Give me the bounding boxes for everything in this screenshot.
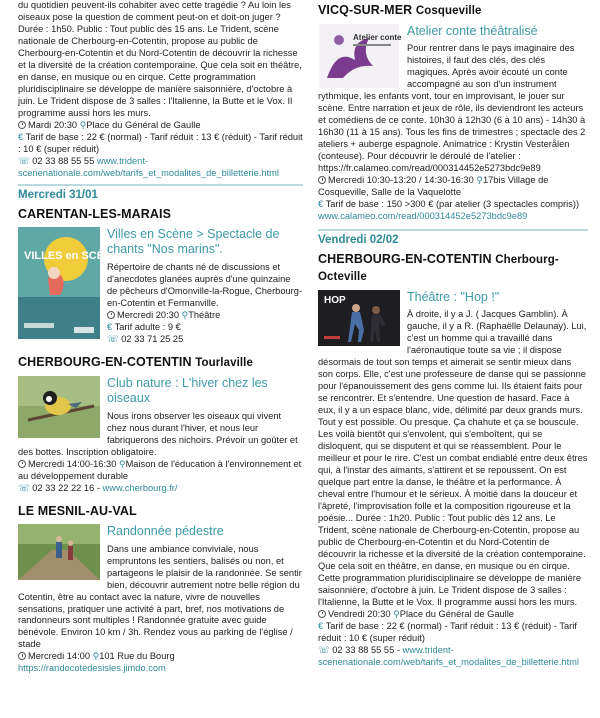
event-title[interactable]: Théâtre : "Hop !" bbox=[407, 289, 500, 304]
event-contact bbox=[18, 663, 303, 675]
event-poster-image bbox=[18, 227, 120, 339]
euro-icon: € bbox=[318, 199, 324, 210]
bird-photo bbox=[18, 376, 100, 438]
divider bbox=[318, 229, 588, 231]
event-description: Nous irons observer les oiseaux qui vivent chez nous durant l'hiver, et nous leur fabriquerons des nichoirs. Prévoir un goûter et des bottes. Inscription obligatoire. bbox=[18, 410, 298, 457]
clock-icon bbox=[18, 121, 26, 129]
divider bbox=[18, 184, 303, 186]
event-link[interactable]: www.cherbourg.fr/ bbox=[102, 482, 178, 493]
poster-title: Atelier conte bbox=[353, 32, 402, 42]
event-when-where: Mercredi 20:30 ⚲Théâtre bbox=[18, 310, 303, 322]
event-city: CARENTAN-LES-MARAIS bbox=[18, 206, 172, 221]
event-title[interactable]: Club nature : L'hiver chez les oiseaux bbox=[107, 375, 268, 406]
location-pin-icon: ⚲ bbox=[118, 458, 126, 469]
event-price: € Tarif adulte : 9 € bbox=[107, 321, 181, 332]
phone-icon: ☏ bbox=[18, 482, 30, 493]
event-price: € Tarif de base : 22 € (normal) - Tarif réduit : 13 € (réduit) - Tarif réduit : 10 € (super réduit) bbox=[318, 620, 577, 643]
clock-icon bbox=[18, 652, 26, 660]
event-city: LE MESNIL-AU-VAL bbox=[18, 503, 137, 518]
event-card bbox=[18, 206, 303, 346]
event-title[interactable]: Atelier conte théâtralisé bbox=[407, 23, 538, 38]
event-poster-image bbox=[318, 290, 400, 346]
poster-title: HOP bbox=[324, 294, 346, 306]
event-when-where: Mercredi 14:00-16:30 ⚲Maison de l'éducation à l'environnement et au développement durable bbox=[18, 458, 302, 481]
euro-icon: € bbox=[318, 620, 324, 631]
event-description: Dans une ambiance conviviale, nous empruntons les sentiers, balisés ou non, et partageons le plaisir de la randonnée. Se sentir bien, découvrir autrement notre belle région du Cotentin, être au contact avec la nature, vivre de nouvelles sensations, pratiquer une activité à part, bref, nos motivations de randonneurs sont multiples ! Randonnée gratuite avec guide bénévole. Environ 10 km / 3h. Rendez vous au parking de l'église / stade bbox=[18, 543, 302, 650]
day-heading: Mercredi 31/01 bbox=[18, 188, 98, 201]
event-city-sub: Tourlaville bbox=[195, 356, 253, 369]
event-city: CHERBOURG-EN-COTENTIN Cherbourg-Octeville bbox=[318, 252, 559, 283]
event-card bbox=[318, 2, 588, 223]
location-pin-icon: ⚲ bbox=[476, 175, 483, 186]
event-description: du quotidien peuvent-ils cohabiter avec cette tragédie ? Au loin les oiseaux pose la question de comment peut-on et doit-on juger ? Durée : 1h50. Public : Tout public dès 15 ans. Le Trident, scène nationale de Cherbourg-en-Cotentin, propose au public de Cherbourg-en-Cotentin et du Nord-Cotentin de découvrir la richesse et la diversité de la création contemporaine. Que cela soit en théâtre, en danse, en musique ou en cirque. Cette programmation pluridisciplinaire se développe de manière saisonnière, d'octobre à juin. Le Trident dispose de 3 salles : l'Italienne, la Butte et le Vox. Il programme aussi hors les murs. bbox=[18, 0, 302, 118]
event-when-where: Vendredi 20:30 ⚲Place du Général de Gaulle bbox=[318, 609, 588, 621]
location-pin-icon: ⚲ bbox=[393, 608, 400, 619]
clock-icon bbox=[107, 311, 115, 319]
event-description: Pour rentrer dans le pays imaginaire des histoires, il faut des clés, des clés magiques. Après avoir écouté un conte accompagné au son d'un instrument rythmique, les enfants vont, tour en improvisant, le jouer sur scène. Entre narration et jeux de rôle, ils deviendront les acteurs et comédiens de ce conte. 10h30 à 12h30 (6 à 10 ans) - 14h30 à 16h30 (11 à 15 ans). Tous les fins de trimestres ; spectacle des 2 ateliers + auberge espagnole. Animatrice : Krystin Vesterålen (conteuse). Pour découvrir le déroulé de l'atelier : https://fr.calameo.com/read/000314452e5273bdc9e89 bbox=[318, 43, 586, 174]
euro-icon: € bbox=[107, 321, 113, 332]
event-link[interactable]: www.trident-scenenationale.com/web/tarifs_et_modalites_de_billetterie.html bbox=[318, 644, 579, 667]
event-city: CHERBOURG-EN-COTENTIN Tourlaville bbox=[18, 354, 253, 369]
event-poster-image bbox=[318, 24, 400, 88]
clock-icon bbox=[318, 176, 326, 184]
event-link[interactable]: www.calameo.com/read/000314452e5273bdc9e89 bbox=[318, 211, 528, 222]
clock-icon bbox=[18, 460, 26, 468]
event-price: € Tarif de base : 150 >300 € (par atelier (3 spectacles compris)) bbox=[318, 199, 580, 210]
event-city-sub: Cosqueville bbox=[415, 5, 482, 17]
event-when-where: Mercredi 10:30-13:20 / 14:30-16:30 ⚲17bis Village de Cosqueville, Salle de la Vaquelotte bbox=[318, 175, 549, 198]
event-contact: ☏ 02 33 71 25 25 bbox=[107, 333, 184, 344]
event-description: Répertoire de chants né de discussions et d'anecdotes glanées auprès d'une quinzaine de pêcheurs d'Omonville-la-Rogue, Cherbourg-en-Cotentin et Fermanville. bbox=[107, 261, 303, 308]
event-title[interactable]: Villes en Scène > Spectacle de chants "Nos marins". bbox=[107, 226, 280, 257]
phone-icon: ☏ bbox=[18, 155, 30, 166]
location-pin-icon: ⚲ bbox=[92, 651, 100, 662]
clock-icon bbox=[318, 610, 326, 618]
event-link[interactable]: https://randocotedesisles.jimdo.com bbox=[18, 663, 166, 674]
left-column bbox=[18, 0, 303, 675]
event-card bbox=[18, 354, 303, 495]
location-pin-icon: ⚲ bbox=[79, 119, 87, 130]
day-heading: Vendredi 02/02 bbox=[318, 234, 399, 247]
event-description: À droite, il y a J. ( Jacques Gamblin). À gauche, il y a R. (Raphaëlle Delaunay). Lui, c'est un homme qui a travaillé dans l'aéronautique toute sa vie ; il dispose désormais de tout son temps et aimerait se sentir mieux dans son corps. Elle, c'est une professeure de danse qui se passionne pour l'épanouissement des gens comme lui. Ils étaient faits pour se rencontrer. Et s'entendre. Une question de hasard. Face à eux, il y a un espace blanc, vide, délimité par deux grands murs. Tout y est possible. Ou presque. Ça chahute et ça se bouscule. Les voilà bientôt qui s'envolent, qui s'emboîtent, qui se disloquent, qui se disputent et qui se réassemblent. Pour le meilleur et pour le rire. C'est un combat endiablé entre deux êtres qui, à l'instar des aimants, s'attirent et se repoussent. On est quelque part entre la danse, le théâtre et la performance. À cheval entre l'humour et le sérieux. À moitié dans la douceur et l'âpreté, l'improvisation folle et la composition rigoureuse et la poésie... Durée : 1h20. Public : Tout public dès 12 ans. Le Trident, scène nationale de Cherbourg-en-Cotentin, propose au public de Cherbourg-en-Cotentin et du Nord-Cotentin de découvrir la richesse et la diversité de la création contemporaine. Que cela soit en théâtre, en danse, en musique ou en cirque. Cette programmation pluridisciplinaire se développe de manière saisonnière, d'octobre à juin. Le Trident dispose de 3 salles : l'Italienne, la Butte et le Vox. Il programme aussi hors les murs. bbox=[318, 309, 588, 607]
phone-icon: ☏ bbox=[107, 333, 119, 344]
event-intro bbox=[18, 0, 303, 180]
event-card bbox=[318, 251, 588, 669]
event-title[interactable]: Randonnée pédestre bbox=[107, 523, 224, 538]
event-contact bbox=[318, 211, 588, 223]
event-when-where: Mercredi 14:00 ⚲101 Rue du Bourg bbox=[18, 651, 303, 663]
euro-icon: € bbox=[18, 131, 24, 142]
event-price: € Tarif de base : 22 € (normal) - Tarif réduit : 13 € (réduit) - Tarif réduit : 10 € (super réduit) bbox=[18, 131, 303, 154]
event-city: VICQ-SUR-MER Cosqueville bbox=[318, 3, 482, 17]
hiking-photo bbox=[18, 524, 100, 580]
event-contact: ☏ 02 33 22 22 16 - www.cherbourg.fr/ bbox=[18, 482, 178, 493]
phone-icon: ☏ bbox=[318, 644, 330, 655]
event-contact: ☏ 02 33 88 55 55 - www.trident-scenenationale.com/web/tarifs_et_modalites_de_billetterie.html bbox=[318, 644, 579, 667]
event-card bbox=[18, 503, 303, 676]
event-link[interactable]: www.trident-scenenationale.com/web/tarifs_et_modalites_de_billetterie.html bbox=[18, 155, 279, 178]
poster-title: VILLES en SCÈNE bbox=[24, 249, 120, 262]
event-contact: ☏ 02 33 88 55 55 www.trident-scenenationale.com/web/tarifs_et_modalites_de_billetterie.html bbox=[18, 155, 279, 178]
location-pin-icon: ⚲ bbox=[181, 309, 189, 320]
event-city-sub: Cherbourg-Octeville bbox=[318, 254, 559, 283]
right-column bbox=[318, 0, 588, 669]
event-when-where: Mardi 20:30 ⚲Place du Général de Gaulle bbox=[18, 120, 303, 132]
